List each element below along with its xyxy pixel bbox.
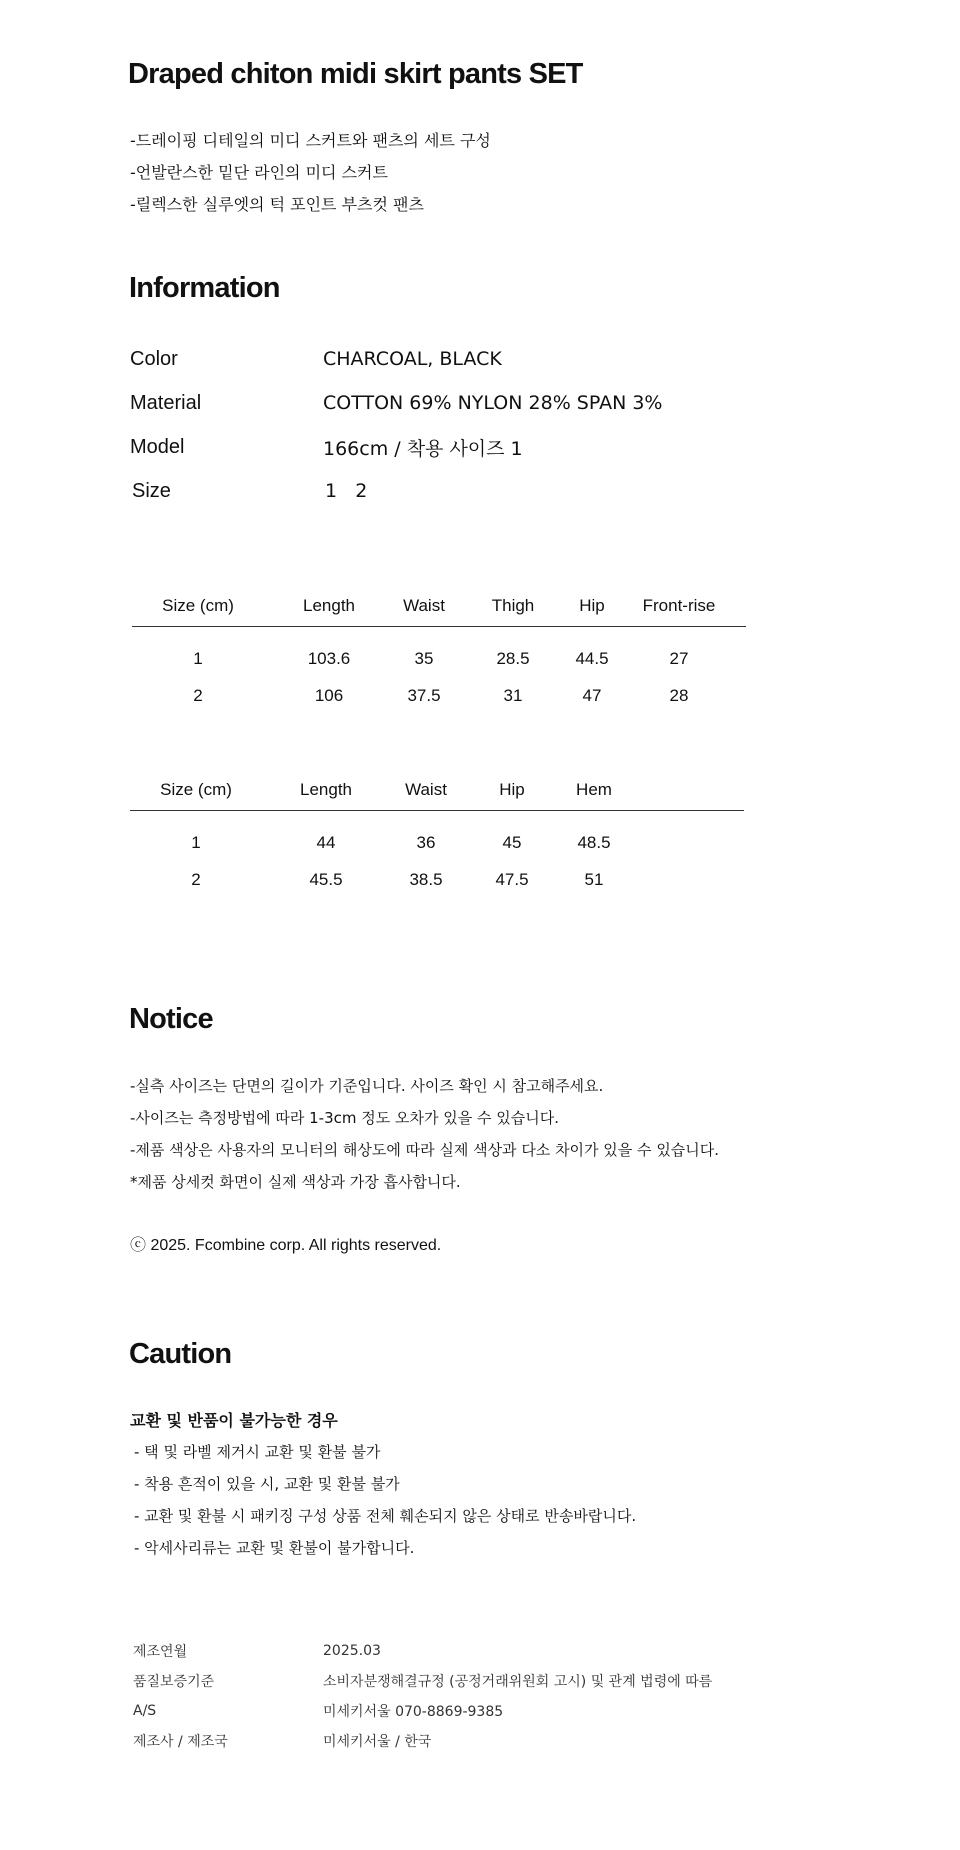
notice-line: -실측 사이즈는 단면의 길이가 기준입니다. 사이즈 확인 시 참고해주세요. [130,1077,604,1095]
table-cell: 106 [314,685,344,705]
size-table-header [130,770,744,811]
info-row-model [130,425,830,469]
table-cell: 47 [582,685,602,705]
table-cell: 51 [584,869,604,889]
pants-size-table [132,586,746,714]
product-description [130,125,491,221]
header-cell: Length [300,780,352,799]
table-cell: 47.5 [495,869,529,889]
caution-heading: 교환 및 반품이 불가능한 경우 [130,1411,338,1430]
meta-row [133,1696,712,1726]
information-table [130,337,830,513]
info-label: Model [130,435,185,458]
description-line: -릴렉스한 실루엣의 턱 포인트 부츠컷 팬츠 [130,195,424,214]
meta-value: 2025.03 [323,1643,381,1659]
header-cell: Thigh [491,596,535,615]
table-cell: 44 [316,832,336,852]
table-cell: 44.5 [575,648,609,668]
header-cell: Hip [579,596,605,615]
header-cell: Size (cm) [162,596,234,615]
table-cell: 2 [191,869,201,889]
table-cell: 2 [193,685,203,705]
info-label: Color [130,347,178,370]
table-cell: 45.5 [309,869,343,889]
info-value: COTTON 69% NYLON 28% SPAN 3% [323,392,663,414]
table-cell: 31 [503,685,523,705]
info-label: Material [130,391,202,414]
notice-line: -사이즈는 측정방법에 따라 1-3cm 정도 오차가 있을 수 있습니다. [130,1109,559,1127]
caution-line: - 교환 및 환불 시 패키징 구성 상품 전체 훼손되지 않은 상태로 반송바랍니다. [134,1507,637,1525]
header-cell: Waist [403,596,445,615]
meta-value: 소비자분쟁해결규정 (공정거래위원회 고시) 및 관계 법령에 따름 [323,1674,713,1690]
meta-value: 미세키서울 070-8869-9385 [323,1704,504,1720]
meta-row [133,1636,712,1666]
table-cell: 48.5 [577,832,611,852]
header-cell: Hip [499,780,525,799]
table-row [132,677,746,714]
header-cell: Waist [405,780,447,799]
info-row-size [130,469,830,513]
info-label: Size [132,479,171,502]
header-cell: Size (cm) [160,780,232,799]
notice-list [130,1070,719,1198]
skirt-size-table [130,770,744,898]
table-cell: 37.5 [407,685,441,705]
table-cell: 28.5 [496,648,530,668]
product-meta-table [133,1636,712,1756]
table-row [132,640,746,677]
table-cell: 35 [414,648,434,668]
table-cell: 45 [502,832,522,852]
copyright-text: ⓒ 2025. Fcombine corp. All rights reserved. [130,1237,442,1254]
meta-label: 제조사 / 제조국 [133,1734,228,1750]
meta-label: 제조연월 [133,1644,188,1660]
table-cell: 27 [669,648,689,668]
table-cell: 103.6 [307,648,351,668]
meta-value: 미세키서울 / 한국 [323,1734,432,1750]
table-cell: 1 [193,648,203,668]
table-cell: 36 [416,832,436,852]
info-row-color [130,337,830,381]
notice-line: -제품 색상은 사용자의 모니터의 해상도에 따라 실제 색상과 다소 차이가 있을 수 있습니다. [130,1141,720,1159]
description-line: -드레이핑 디테일의 미디 스커트와 팬츠의 세트 구성 [130,131,491,150]
caution-line: - 악세사리류는 교환 및 환불이 불가합니다. [134,1539,415,1557]
product-title: Draped chiton midi skirt pants SET [128,58,583,90]
header-cell: Length [303,596,355,615]
meta-row [133,1726,712,1756]
info-value: 166cm / 착용 사이즈 1 [323,437,523,460]
table-row [130,861,744,898]
information-title: Information [129,272,280,304]
table-cell: 38.5 [409,869,443,889]
caution-line: - 택 및 라벨 제거시 교환 및 환불 불가 [134,1443,381,1461]
info-row-material [130,381,830,425]
table-row [130,824,744,861]
caution-list [134,1436,636,1564]
table-cell: 28 [669,685,689,705]
info-value: 1 2 [325,480,368,502]
notice-title: Notice [129,1003,213,1035]
description-line: -언발란스한 밑단 라인의 미디 스커트 [130,163,388,182]
header-cell: Hem [576,780,612,799]
size-table-header [132,586,746,627]
notice-line: *제품 상세컷 화면이 실제 색상과 가장 흡사합니다. [130,1173,461,1191]
meta-label: A/S [133,1703,157,1719]
meta-label: 품질보증기준 [133,1674,215,1690]
meta-row [133,1666,712,1696]
info-value: CHARCOAL, BLACK [323,348,502,370]
table-cell: 1 [191,832,201,852]
header-cell: Front-rise [642,596,716,615]
caution-line: - 착용 흔적이 있을 시, 교환 및 환불 불가 [134,1475,400,1493]
caution-title: Caution [129,1338,232,1370]
